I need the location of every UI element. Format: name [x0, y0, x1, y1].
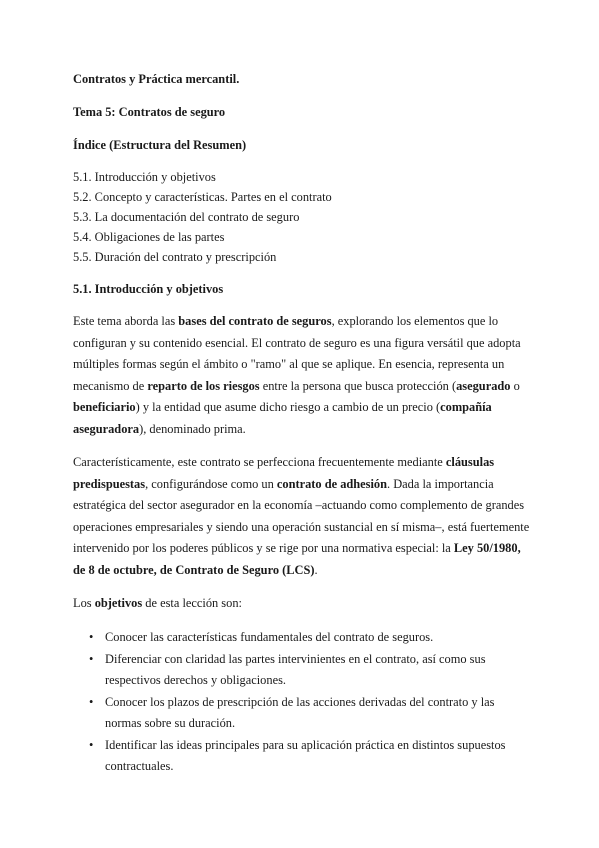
bullet-icon: • [89, 694, 94, 709]
section-title: 5.1. Introducción y objetivos [73, 282, 224, 296]
text-run: , configurándose como un [145, 476, 277, 491]
bold-term: Ley 50/1980, de 8 de octubre, de Contrato de Seguro (LCS) [73, 541, 521, 577]
text-run: o [510, 378, 520, 393]
list-item [89, 735, 533, 777]
text-run: Este tema aborda las [73, 314, 179, 328]
text-run: , explorando los elementos que lo configuran y su contenido esencial. El contrato de seguro es una figura versátil que adopta múltiples formas según el ámbito o "ramo" al que se aplique. En esencia, representa un mecanismo de [73, 314, 521, 393]
objective-text: Diferenciar con claridad las partes intervinientes en el contrato, así como sus respectivos derechos y obligaciones. [105, 651, 486, 687]
list-item [89, 692, 533, 734]
bold-term: reparto de los riesgos [147, 378, 260, 393]
document-body [73, 69, 533, 778]
bold-term: bases del contrato de seguros [178, 314, 332, 328]
topic-title: Tema 5: Contratos de seguro [73, 105, 226, 119]
bullet-icon: • [89, 651, 94, 666]
toc-item: 5.3. La documentación del contrato de seguro [73, 210, 300, 224]
bold-term: cláusulas predispuestas [73, 455, 495, 491]
bold-term: contrato de adhesión [276, 476, 388, 491]
objective-text: Conocer las características fundamentales del contrato de seguros. [105, 629, 434, 644]
bullet-icon: • [89, 629, 94, 644]
index-title: Índice (Estructura del Resumen) [73, 138, 247, 152]
text-run: ) y la entidad que asume dicho riesgo a cambio de un precio ( [135, 400, 441, 414]
list-item [89, 627, 533, 648]
bold-term: beneficiario [73, 400, 136, 414]
bold-term: compañía aseguradora [73, 400, 492, 436]
text-run: de esta lección son: [142, 596, 242, 610]
objective-text: Conocer los plazos de prescripción de las acciones derivadas del contrato y las normas sobre su duración. [105, 694, 495, 730]
objective-text: Identificar las ideas principales para su aplicación práctica en distintos supuestos contractuales. [105, 737, 506, 773]
bold-term: asegurado [456, 378, 511, 393]
intro-paragraph [73, 311, 533, 440]
bullet-icon: • [89, 737, 94, 752]
text-run: Los [73, 596, 95, 610]
toc-item: 5.5. Duración del contrato y prescripción [73, 250, 277, 264]
toc-item: 5.1. Introducción y objetivos [73, 170, 216, 184]
objectives-intro [73, 593, 533, 615]
list-item [89, 649, 533, 691]
bold-term: objetivos [94, 596, 143, 610]
characteristics-paragraph [73, 452, 533, 581]
text-run: . [314, 562, 318, 577]
toc-item: 5.2. Concepto y características. Partes en el contrato [73, 190, 332, 204]
text-run: . Dada la importancia estratégica del sector asegurador en la economía –actuando como complemento de grandes operaciones empresariales y siendo una operación sustancial en sí misma–, está fuertemente intervenido por los poderes públicos y se rige por una normativa especial: la [73, 476, 530, 555]
table-of-contents [73, 167, 533, 267]
text-run: Característicamente, este contrato se perfecciona frecuentemente mediante [73, 455, 446, 469]
text-run: ), denominado prima. [139, 421, 246, 436]
objectives-list [73, 627, 533, 777]
toc-item: 5.4. Obligaciones de las partes [73, 230, 225, 244]
text-run: entre la persona que busca protección ( [259, 378, 457, 393]
course-title: Contratos y Práctica mercantil. [73, 72, 240, 86]
